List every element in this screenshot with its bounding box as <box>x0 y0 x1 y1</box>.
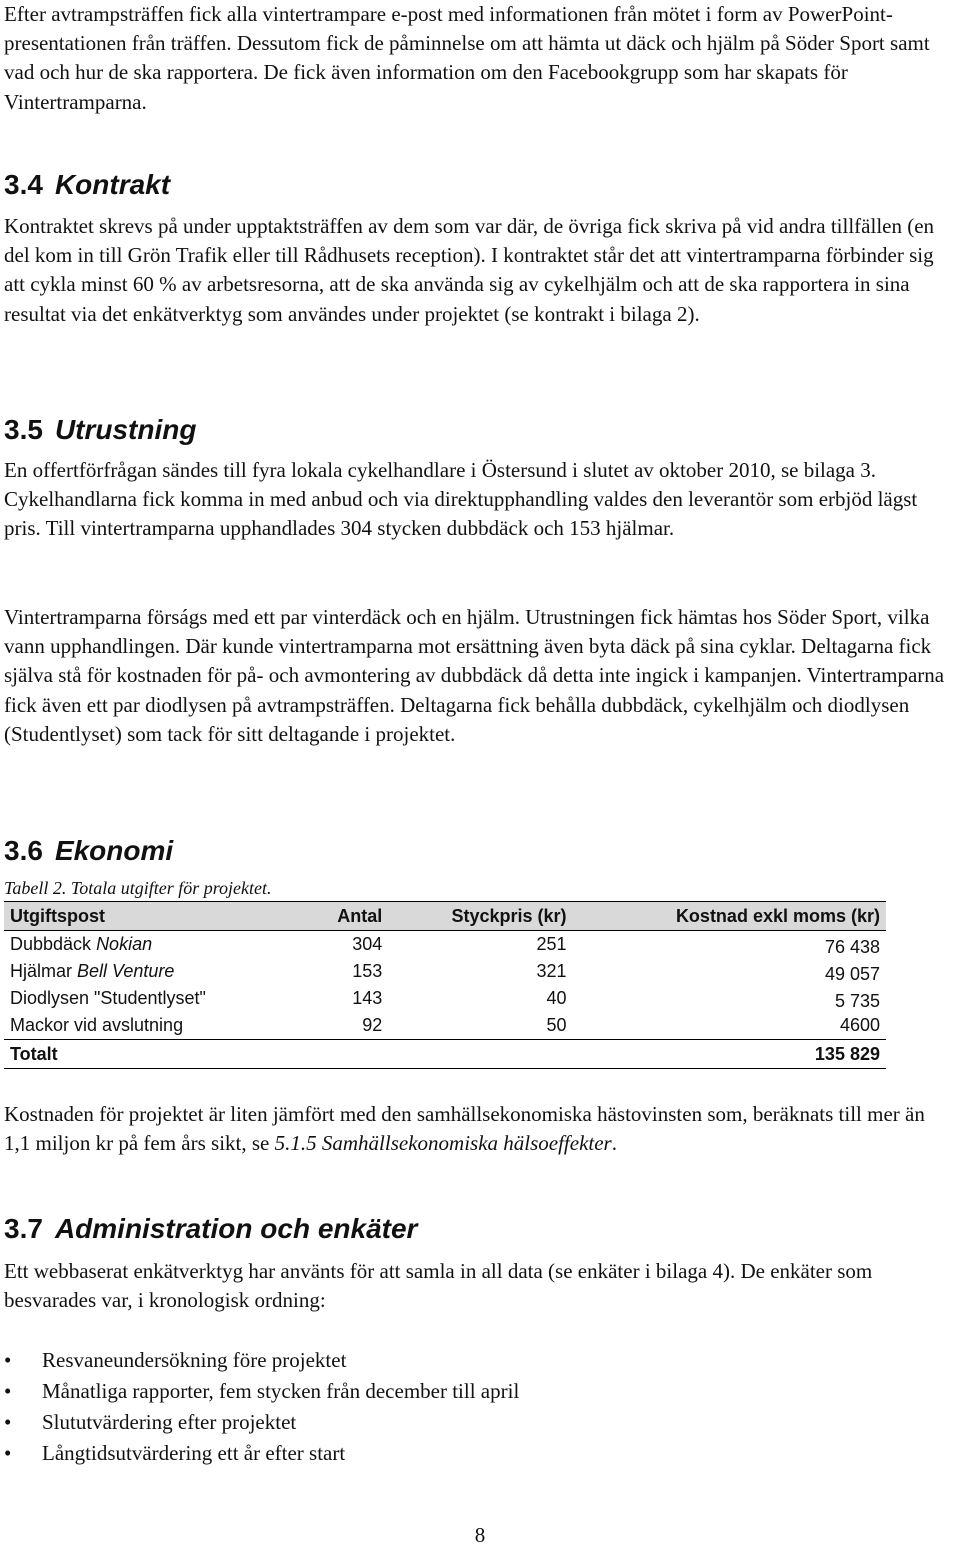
cell-item: Diodlysen "Studentlyset" <box>10 988 206 1008</box>
table-header-row <box>4 902 886 931</box>
table-row <box>4 958 886 985</box>
cell-kostnad: 76 438 <box>824 937 880 957</box>
bullet-icon: • <box>4 1348 12 1372</box>
cell-antal: 143 <box>352 988 383 1008</box>
cell-item: Hjälmar Bell Venture <box>10 961 175 981</box>
cell-styckpris: 321 <box>536 961 567 981</box>
list-item: • Resvaneundersökning före projektet <box>4 1345 519 1376</box>
cell-kostnad: 49 057 <box>824 964 880 984</box>
utrustning-paragraph-2: Vintertramparna förságs med ett par vinterdäck och en hjälm. Utrustningen fick hämtas hos Söder Sport, vilka vann upphandlingen. Där kunde vintertramparna mot ersättning även byta däck på sina cyklar. Deltagarna fick själva stå för kostnaden för på- och avmontering av dubbdäck då detta inte ingick i kampanjen. Vintertramparna fick även ett par diodlysen på avtrampsträffen. Deltagarna fick behålla dubbdäck, cykelhjälm och diodlysen (Studentlyset) som tack för sitt deltagande i projektet. <box>4 605 945 746</box>
bullet-icon: • <box>4 1410 12 1434</box>
heading-title: Kontrakt <box>54 169 171 200</box>
cell-styckpris: 50 <box>546 1015 567 1035</box>
column-header: Utgiftspost <box>4 902 306 931</box>
kontrakt-paragraph: Kontraktet skrevs på under upptaktsträffen av dem som var där, de övriga fick skriva på vid andra tillfällen (en del kom in till Grön Trafik eller till Rådhusets reception). I kontraktet står det att vintertramparna förbinder sig att cykla minst 60 % av arbetsresorna, att de ska använda sig av cykelhjälm och att de ska rapportera in sina resultat via det enkätverktyg som användes under projektet (se kontrakt i bilaga 2). <box>4 214 935 326</box>
ekonomi-paragraph: Kostnaden för projektet är liten jämfört med den samhällsekonomiska hästovinsten som, beräknats till mer än 1,1 miljon kr på fem års sikt, se 5.1.5 Samhällsekonomiska hälsoeffekter. <box>4 1102 925 1156</box>
survey-list <box>4 1345 519 1469</box>
administration-paragraph: Ett webbaserat enkätverktyg har använts för att samla in all data (se enkäter i bilaga 4). De enkäter som besvarades var, i kronologisk ordning: <box>4 1259 873 1313</box>
list-item: • Månatliga rapporter, fem stycken från december till april <box>4 1376 519 1407</box>
column-header: Styckpris (kr) <box>388 902 572 931</box>
bullet-icon: • <box>4 1379 12 1403</box>
cell-antal: 153 <box>352 961 383 981</box>
page-number: 8 <box>474 1523 486 1547</box>
heading-3-7 <box>4 1212 417 1246</box>
cell-kostnad: 4600 <box>839 1015 880 1035</box>
table-total-row <box>4 1040 886 1069</box>
heading-3-5 <box>4 413 196 447</box>
list-item: • Slututvärdering efter projektet <box>4 1407 519 1438</box>
cell-kostnad: 5 735 <box>834 991 880 1011</box>
table-row <box>4 1012 886 1040</box>
bullet-icon: • <box>4 1441 12 1465</box>
cell-item: Dubbdäck Nokian <box>10 934 153 954</box>
heading-number: 3.6 <box>4 835 43 866</box>
column-header: Kostnad exkl moms (kr) <box>573 902 886 931</box>
cell-styckpris: 40 <box>546 988 567 1008</box>
heading-number: 3.5 <box>4 414 43 445</box>
heading-3-6 <box>4 834 173 868</box>
heading-3-4 <box>4 168 170 202</box>
column-header: Antal <box>306 902 389 931</box>
cell-total-value: 135 829 <box>573 1040 886 1069</box>
cell-antal: 304 <box>352 934 383 954</box>
table-row <box>4 985 886 1012</box>
list-item: • Långtidsutvärdering ett år efter start <box>4 1438 519 1469</box>
cell-antal: 92 <box>362 1015 383 1035</box>
table-caption: Tabell 2. Totala utgifter för projektet. <box>4 878 272 898</box>
utrustning-paragraph-1: En offertförfrågan sändes till fyra lokala cykelhandlare i Östersund i slutet av oktober 2010, se bilaga 3. Cykelhandlarna fick komma in med anbud och via direktupphandling valdes den leverantör som erbjöd lägst pris. Till vintertramparna upphandlades 304 stycken dubbdäck och 153 hjälmar. <box>4 458 918 541</box>
cell-item: Mackor vid avslutning <box>10 1015 184 1035</box>
heading-number: 3.4 <box>4 169 43 200</box>
cell-styckpris: 251 <box>536 934 567 954</box>
table-row <box>4 931 886 959</box>
cost-table <box>4 901 886 1069</box>
cell-total-label: Totalt <box>4 1040 306 1069</box>
heading-title: Ekonomi <box>54 835 174 866</box>
heading-title: Utrustning <box>54 414 197 445</box>
intro-paragraph: Efter avtrampsträffen fick alla vintertrampare e-post med informationen från mötet i form av PowerPoint-presentationen från träffen. Dessutom fick de påminnelse om att hämta ut däck och hjälm på Söder Sport samt vad och hur de ska rapportera. De fick även information om den Facebookgrupp som har skapats för Vintertramparna. <box>4 2 930 114</box>
heading-title: Administration och enkäter <box>54 1213 418 1244</box>
cross-reference: 5.1.5 Samhällsekonomiska hälsoeffekter <box>274 1131 612 1156</box>
heading-number: 3.7 <box>4 1213 43 1244</box>
